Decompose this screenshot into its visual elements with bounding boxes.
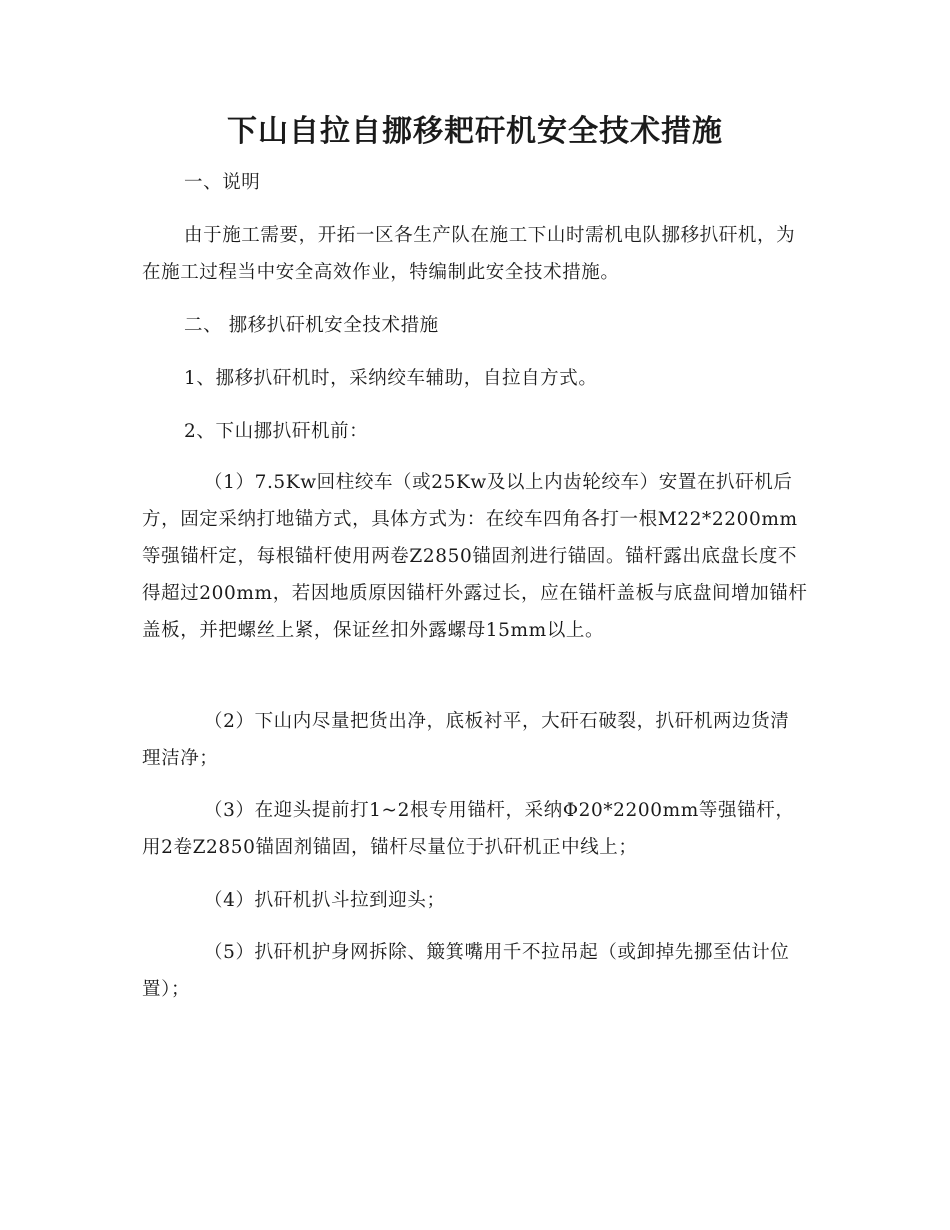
paragraph-subitem-2: （2）下山内尽量把货出净，底板衬平，大矸石破裂，扒矸机两边货清理洁净；	[142, 711, 790, 769]
paragraph-subitem-4: （4）扒矸机扒斗拉到迎头；	[204, 890, 446, 911]
paragraph-item-2: 2、下山挪扒矸机前：	[184, 421, 369, 442]
section-heading-2: 二、 挪移扒矸机安全技术措施	[184, 315, 439, 336]
document-title: 下山自拉自挪移耙矸机安全技术措施	[227, 114, 723, 149]
paragraph-item-1: 1、挪移扒矸机时，采纳绞车辅助，自拉自方式。	[184, 368, 598, 389]
paragraph-subitem-3: （3）在迎头提前打1~2根专用锚杆，采纳Φ20*2200mm等强锚杆，用2卷Z2850锚固剂锚固，锚杆尽量位于扒矸机正中线上；	[142, 800, 795, 858]
section-heading-1: 一、说明	[184, 172, 261, 193]
paragraph-description: 由于施工需要，开拓一区各生产队在施工下山时需机电队挪移扒矸机，为在施工过程当中安全高效作业，特编制此安全技术措施。	[142, 225, 796, 283]
paragraph-subitem-5: （5）扒矸机护身网拆除、簸箕嘴用千不拉吊起（或卸掉先挪至估计位置）；	[142, 942, 790, 1000]
paragraph-subitem-1: （1）7.5Kw回柱绞车（或25Kw及以上内齿轮绞车）安置在扒矸机后方，固定采纳打地锚方式，具体方式为：在绞车四角各打一根M22*2200mm等强锚杆定，每根锚杆使用两卷Z2850锚固剂进行锚固。锚杆露出底盘长度不得超过200mm，若因地质原因锚杆外露过长，应在锚杆盖板与底盘间增加锚杆盖板，并把螺丝上紧，保证丝扣外露螺母15mm以上。	[142, 472, 808, 641]
